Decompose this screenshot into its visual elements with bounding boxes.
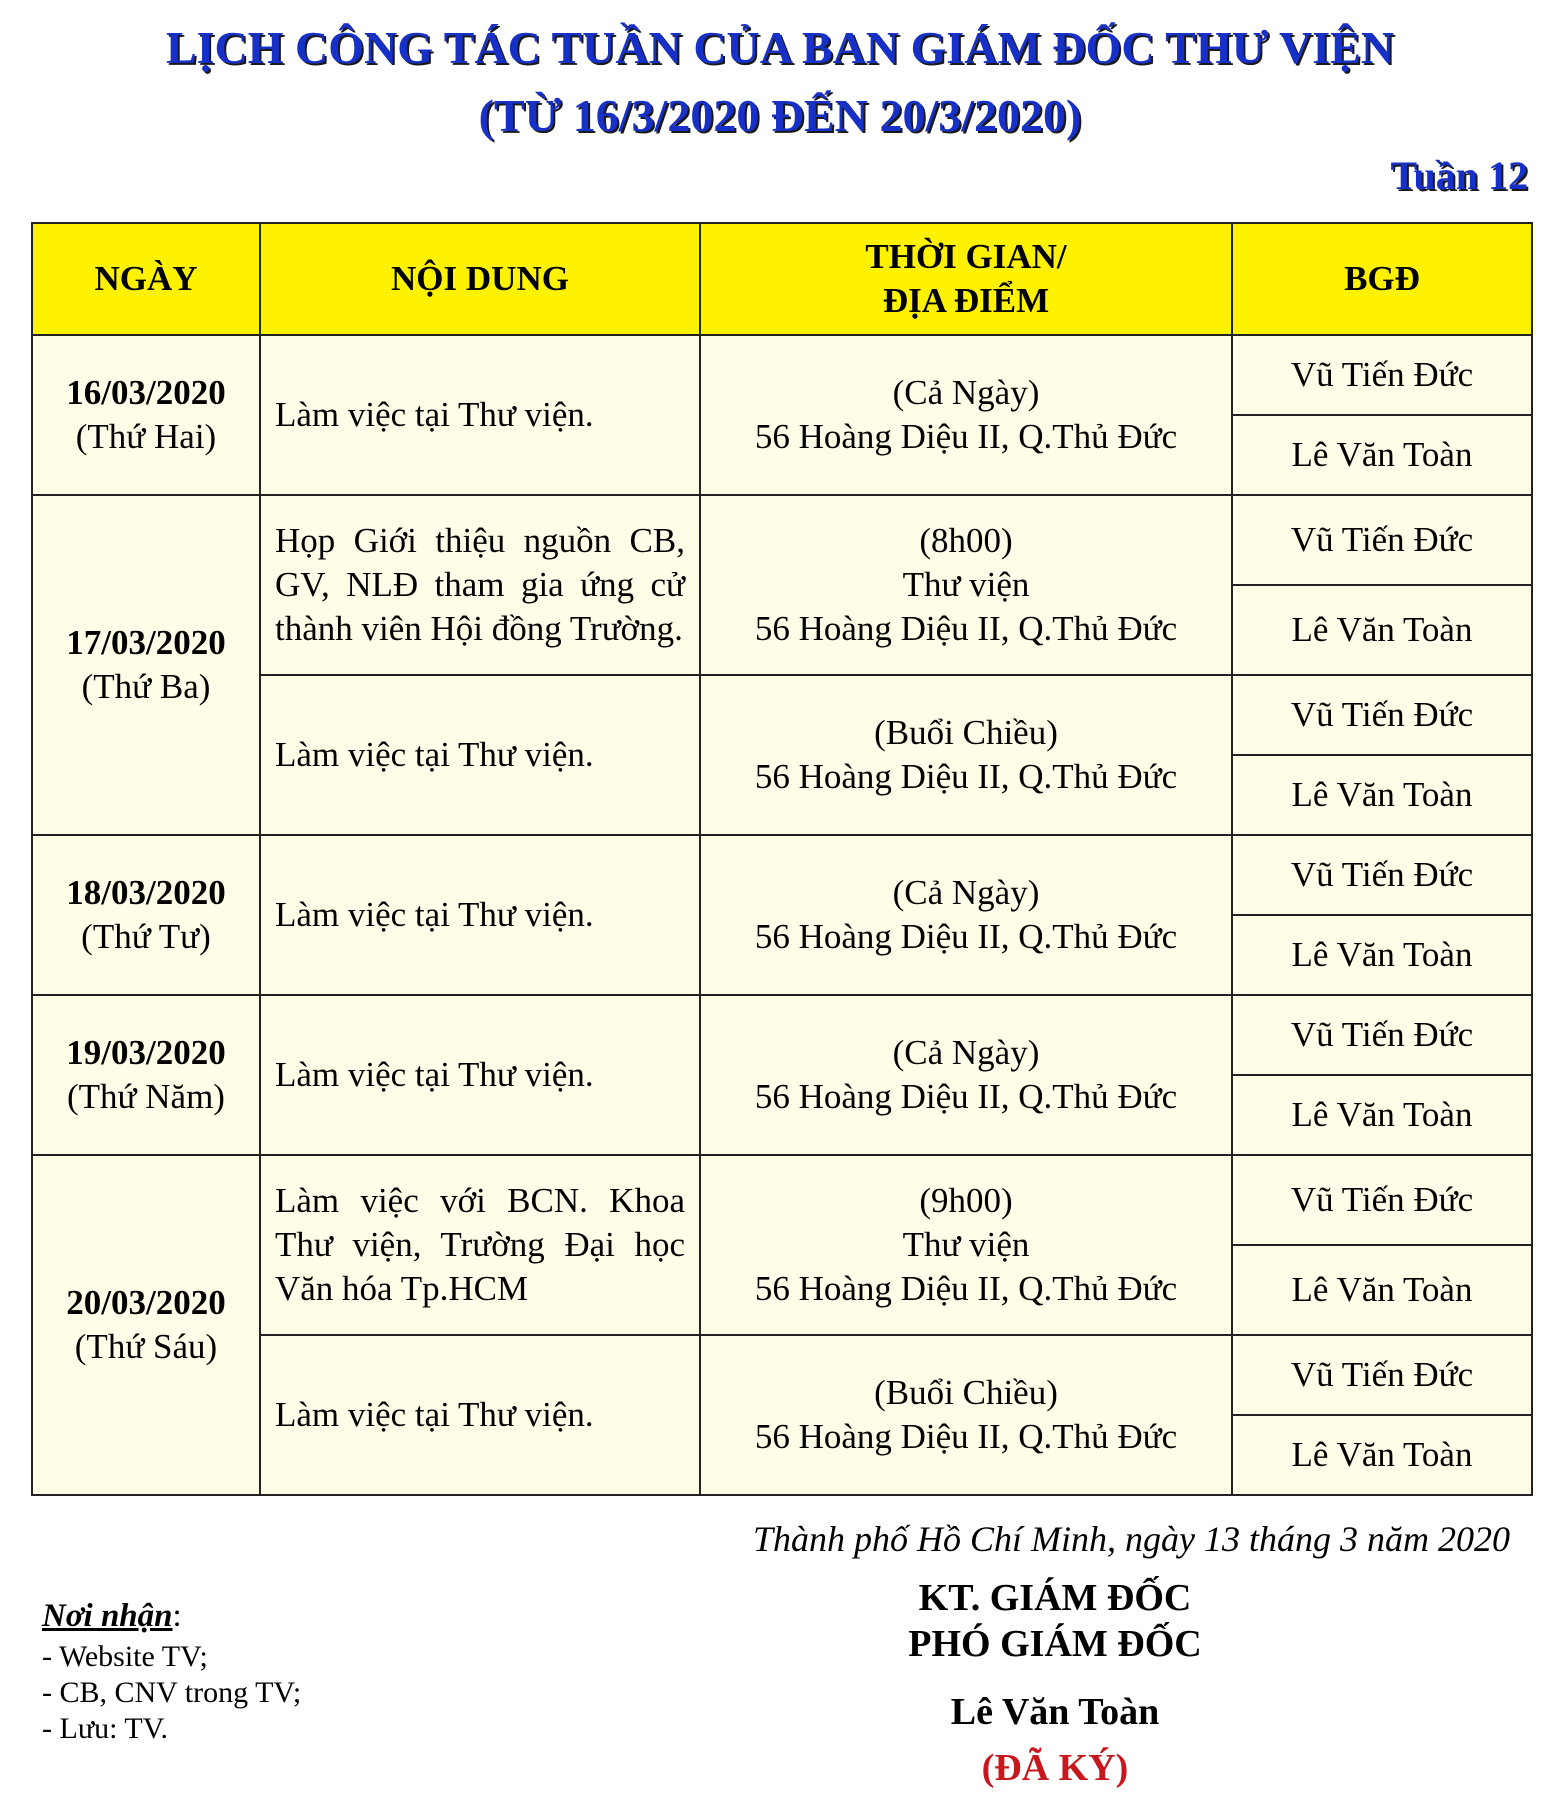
day-cell [32, 835, 260, 995]
entry-time-place [700, 335, 1232, 495]
header-content: NỘI DUNG [260, 223, 700, 335]
day-date: 18/03/2020 [66, 873, 226, 912]
header-time-line1: THỜI GIAN/ [865, 237, 1067, 276]
entry-time-place [700, 995, 1232, 1155]
bgd-person: Vũ Tiến Đức [1232, 835, 1532, 915]
sign-title-1: KT. GIÁM ĐỐC [918, 1577, 1192, 1619]
entry-content: Làm việc với BCN. Khoa Thư viện, Trường Đại học Văn hóa Tp.HCM [260, 1155, 700, 1335]
entry-address: 56 Hoàng Diệu II, Q.Thủ Đức [754, 1269, 1178, 1308]
document-subtitle: (TỪ 16/3/2020 ĐẾN 20/3/2020) [478, 90, 1082, 141]
entry-content: Làm việc tại Thư viện. [260, 335, 700, 495]
bgd-person: Lê Văn Toàn [1232, 415, 1532, 495]
bgd-person: Vũ Tiến Đức [1232, 1155, 1532, 1245]
bgd-person: Lê Văn Toàn [1232, 1415, 1532, 1495]
sign-title-2: PHÓ GIÁM ĐỐC [908, 1623, 1202, 1665]
entry-content: Làm việc tại Thư viện. [260, 835, 700, 995]
entry-address: 56 Hoàng Diệu II, Q.Thủ Đức [754, 757, 1178, 796]
header-day: NGÀY [32, 223, 260, 335]
entry-address: 56 Hoàng Diệu II, Q.Thủ Đức [754, 917, 1178, 956]
day-date: 19/03/2020 [66, 1033, 226, 1072]
week-label: Tuần 12 [1390, 153, 1528, 198]
bgd-person: Vũ Tiến Đức [1232, 335, 1532, 415]
entry-address: 56 Hoàng Diệu II, Q.Thủ Đức [754, 1077, 1178, 1116]
day-date: 20/03/2020 [66, 1283, 226, 1322]
document-title: LỊCH CÔNG TÁC TUẦN CỦA BAN GIÁM ĐỐC THƯ VIỆN [165, 22, 1395, 73]
entry-time-place [700, 1335, 1232, 1495]
entry-place: Thư viện [902, 1225, 1030, 1264]
place-date: Thành phố Hồ Chí Minh, ngày 13 tháng 3 năm 2020 [752, 1519, 1510, 1559]
bgd-person: Lê Văn Toàn [1232, 755, 1532, 835]
entry-content: Làm việc tại Thư viện. [260, 675, 700, 835]
recipient-item: - Website TV; [42, 1640, 208, 1673]
table-row [32, 995, 1532, 1075]
bgd-person: Vũ Tiến Đức [1232, 1335, 1532, 1415]
recipient-item: - Lưu: TV. [42, 1712, 168, 1745]
header-time-place [700, 223, 1232, 335]
recipient-item: - CB, CNV trong TV; [42, 1676, 302, 1709]
signer-name: Lê Văn Toàn [950, 1691, 1160, 1733]
entry-time: (8h00) [919, 521, 1013, 560]
bgd-person: Lê Văn Toàn [1232, 1075, 1532, 1155]
table-row [32, 835, 1532, 915]
entry-address: 56 Hoàng Diệu II, Q.Thủ Đức [754, 417, 1178, 456]
recipients-title-colon: : [172, 1598, 182, 1634]
entry-content: Làm việc tại Thư viện. [260, 1335, 700, 1495]
day-weekday: (Thứ Sáu) [74, 1327, 218, 1366]
entry-time-place [700, 495, 1232, 675]
bgd-person: Vũ Tiến Đức [1232, 995, 1532, 1075]
day-cell [32, 335, 260, 495]
signed-note: (ĐÃ KÝ) [981, 1747, 1129, 1789]
day-date: 17/03/2020 [66, 623, 226, 662]
day-weekday: (Thứ Hai) [75, 417, 217, 456]
day-cell [32, 1155, 260, 1495]
day-cell [32, 995, 260, 1155]
entry-time-place [700, 1155, 1232, 1335]
entry-address: 56 Hoàng Diệu II, Q.Thủ Đức [754, 609, 1178, 648]
day-cell [32, 495, 260, 835]
bgd-person: Vũ Tiến Đức [1232, 495, 1532, 585]
entry-time: (Cả Ngày) [892, 873, 1040, 912]
entry-place: Thư viện [902, 565, 1030, 604]
bgd-person: Lê Văn Toàn [1232, 585, 1532, 675]
bgd-person: Vũ Tiến Đức [1232, 675, 1532, 755]
day-date: 16/03/2020 [66, 373, 226, 412]
entry-time: (9h00) [919, 1181, 1013, 1220]
entry-content: Họp Giới thiệu nguồn CB, GV, NLĐ tham gia ứng cử thành viên Hội đồng Trường. [260, 495, 700, 675]
bgd-person: Lê Văn Toàn [1232, 1245, 1532, 1335]
schedule-body [32, 335, 1532, 1495]
entry-content: Làm việc tại Thư viện. [260, 995, 700, 1155]
entry-time: (Buổi Chiều) [874, 1373, 1058, 1412]
day-weekday: (Thứ Năm) [67, 1077, 225, 1116]
table-header-row [32, 223, 1532, 335]
entry-time-place [700, 675, 1232, 835]
table-row [32, 1155, 1532, 1245]
recipients-title [42, 1598, 182, 1635]
header-bgd: BGĐ [1232, 223, 1532, 335]
schedule-table [31, 222, 1533, 1496]
day-weekday: (Thứ Tư) [81, 917, 211, 956]
bgd-person: Lê Văn Toàn [1232, 915, 1532, 995]
entry-time: (Cả Ngày) [892, 1033, 1040, 1072]
entry-time: (Buổi Chiều) [874, 713, 1058, 752]
entry-time-place [700, 835, 1232, 995]
table-row [32, 495, 1532, 585]
entry-address: 56 Hoàng Diệu II, Q.Thủ Đức [754, 1417, 1178, 1456]
entry-time: (Cả Ngày) [892, 373, 1040, 412]
table-row [32, 335, 1532, 415]
recipients-title-text: Nơi nhận [42, 1598, 173, 1634]
day-weekday: (Thứ Ba) [81, 667, 211, 706]
header-time-line2: ĐỊA ĐIỂM [882, 281, 1050, 320]
